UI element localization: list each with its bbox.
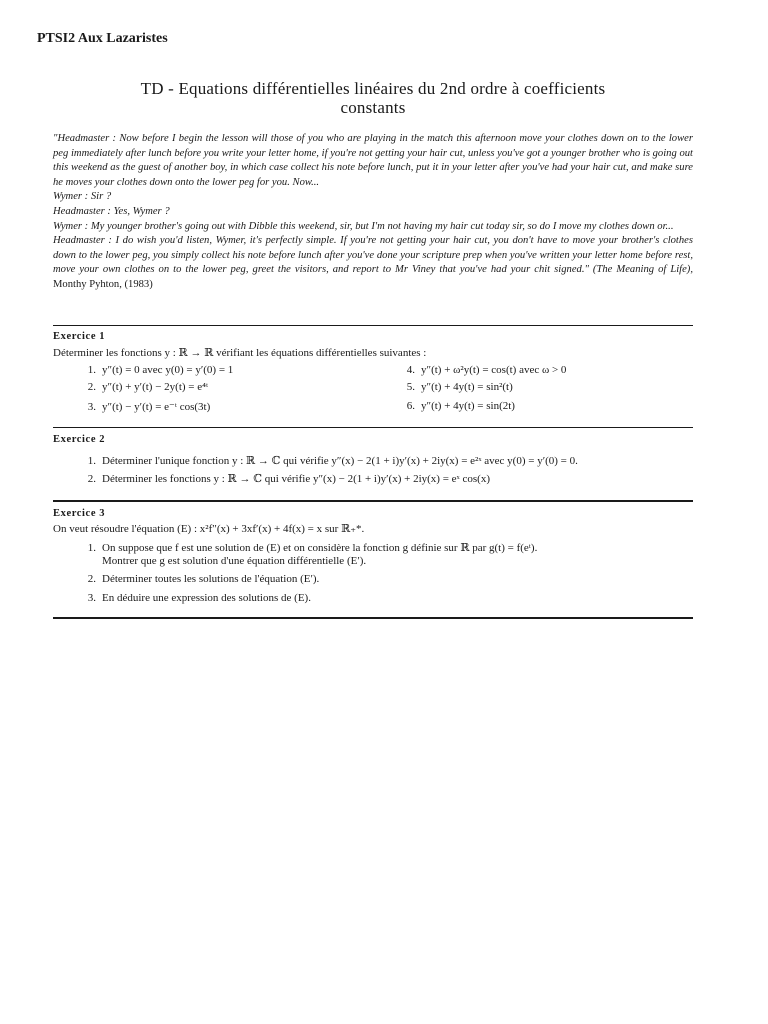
exercise-1-item: 5. y″(t) + 4y(t) = sin²(t) — [406, 381, 513, 393]
exercise-1-intro: Déterminer les fonctions y : ℝ → ℝ vérifiant les équations différentielles suivantes : — [53, 347, 427, 359]
exercise-2-item: 1. Déterminer l'unique fonction y : ℝ → ℂ qui vérifie y″(x) − 2(1 + i)y′(x) + 2iy(x) = e²ˣ avec y(0) = y′(0) = 0. — [87, 455, 578, 467]
exercise-3-title: Exercice 3 — [53, 508, 106, 519]
exercise-1-item: 3. y″(t) − y′(t) = e⁻ᵗ cos(3t) — [87, 401, 211, 413]
exercise-3-item: 2. Déterminer toutes les solutions de l'équation (E′). — [87, 573, 320, 585]
quote-text: Headmaster : I do wish you'd listen, Wymer, it's perfectly simple. If you're not getting your hair cut, you don't have to move your brother's clothes down to the lower peg, you simply collect his note before lunch after you've done your scripture prep when you've written your letter home before rest, move your own clothes on to the lower peg, greet the visitors, and report to Mr Viney that you've had your chit signed." (The Meaning of Life), — [53, 235, 693, 276]
exercise-1-item: 1. y″(t) = 0 avec y(0) = y′(0) = 1 — [87, 364, 234, 376]
exercise-2-title: Exercice 2 — [53, 434, 106, 445]
section-divider — [53, 325, 693, 326]
quote-attribution: Monthy Pyhton, (1983) — [53, 278, 153, 290]
worksheet-title — [53, 79, 693, 117]
quote-paragraph-final — [53, 234, 693, 292]
exercise-1-item: 4. y″(t) + ω²y(t) = cos(t) avec ω > 0 — [406, 364, 567, 376]
epigraph-quote — [53, 132, 693, 293]
quote-paragraph: Wymer : My younger brother's going out with Dibble this weekend, sir, but I'm not having my hair cut today sir, so do I move my clothes down or... — [53, 220, 674, 232]
title-line-2: constants — [340, 98, 406, 117]
section-divider — [53, 617, 693, 619]
section-divider — [53, 427, 693, 428]
section-divider — [53, 500, 693, 502]
quote-line: Wymer : Sir ? — [53, 191, 112, 203]
exercise-1-title: Exercice 1 — [53, 331, 106, 342]
exercise-1-item: 6. y″(t) + 4y(t) = sin(2t) — [406, 400, 515, 412]
exercise-3-item: 3. En déduire une expression des solutions de (E). — [87, 592, 311, 604]
exercise-3-item-continued: Montrer que g est solution d'une équation différentielle (E′). — [102, 555, 367, 567]
exercise-2-item: 2. Déterminer les fonctions y : ℝ → ℂ qui vérifie y″(x) − 2(1 + i)y′(x) + 2iy(x) = eˣ cos(x) — [87, 473, 490, 485]
quote-paragraph: "Headmaster : Now before I begin the lesson will those of you who are playing in the match this afternoon move your clothes down on to the lower peg immediately after lunch before you write your letter home, if you're not getting your hair cut, unless you've got a younger brother who is going out this weekend as the guest of another boy, in which case collect his note before lunch, put it in your letter after you've had your hair cut, and make sure he moves your clothes down onto the lower peg for you. Now... — [53, 133, 693, 188]
course-header: PTSI2 Aux Lazaristes — [37, 31, 168, 46]
title-line-1: TD - Equations différentielles linéaires du 2nd ordre à coefficients — [140, 79, 606, 98]
quote-line: Headmaster : Yes, Wymer ? — [53, 205, 170, 217]
exercise-1-item: 2. y″(t) + y′(t) − 2y(t) = e⁴ᵗ — [87, 381, 209, 393]
exercise-3-item: 1. On suppose que f est une solution de (E) et on considère la fonction g définie sur ℝ par g(t) = f(eᵗ). — [87, 542, 538, 554]
exercise-3-intro: On veut résoudre l'équation (E) : x²f″(x) + 3xf′(x) + 4f(x) = x sur ℝ₊*. — [53, 523, 365, 535]
